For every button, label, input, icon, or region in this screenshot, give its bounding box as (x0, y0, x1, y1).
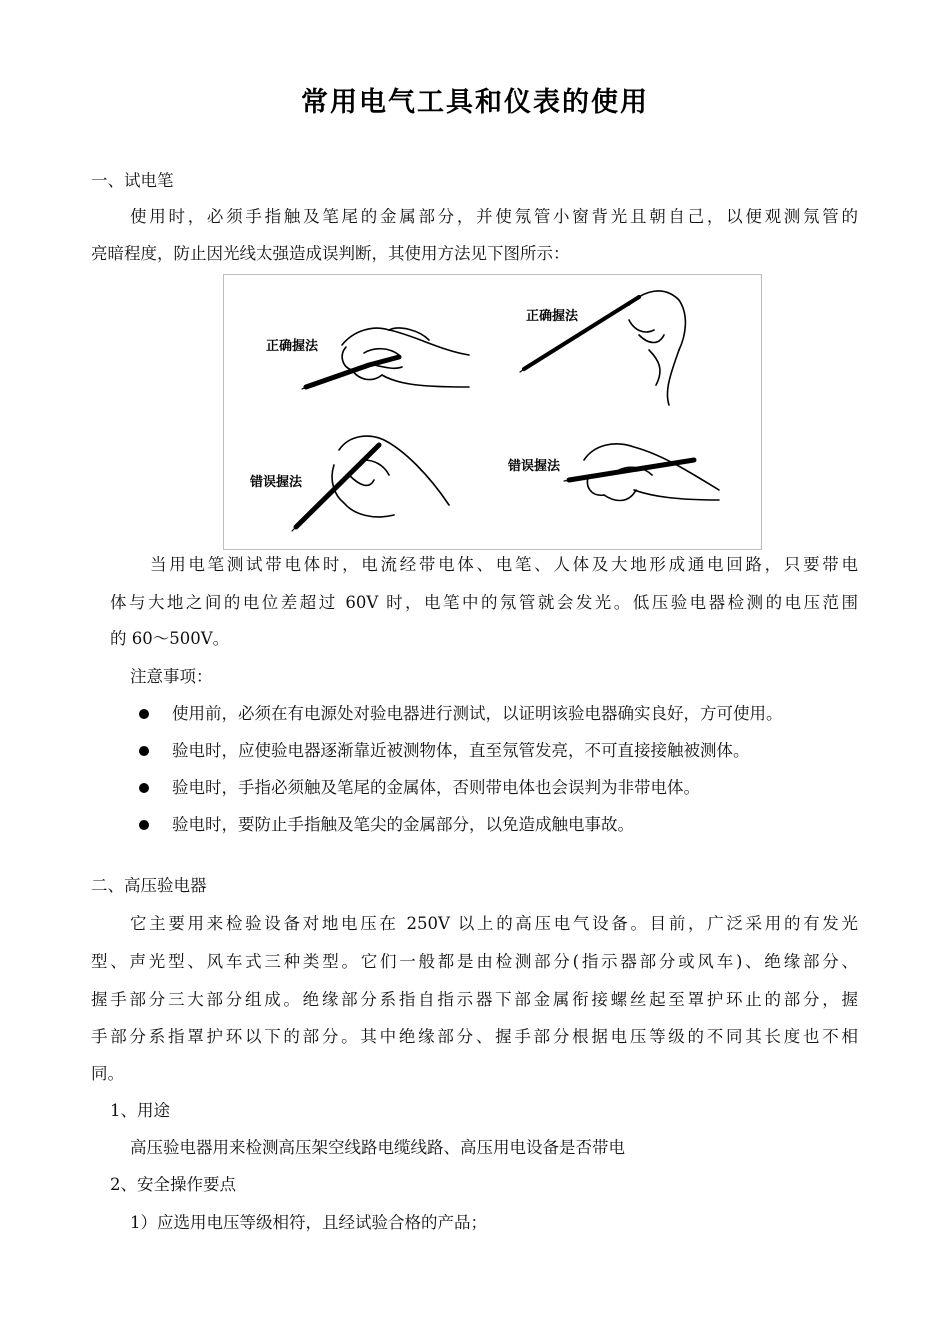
paragraph-line: 当用电笔测试带电体时，电流经带电体、电笔、人体及大地形成通电回路，只要带电 (150, 555, 858, 574)
note-item: 验电时，应使验电器逐渐靠近被测物体，直至氖管发亮，不可直接接触被测体。 (172, 741, 750, 760)
subsection-heading: 1、用途 (110, 1101, 170, 1120)
paragraph-line: 手部分系指罩护环以下的部分。其中绝缘部分、握手部分根据电压等级的不同其长度也不相 (91, 1027, 858, 1046)
paragraph-line: 型、声光型、风车式三种类型。它们一般都是由检测部分(指示器部分或风车)、绝缘部分、 (91, 952, 858, 971)
note-item: 使用前，必须在有电源处对验电器进行测试，以证明该验电器确实良好，方可使用。 (172, 704, 783, 723)
hand-drawings (224, 275, 761, 549)
paragraph-line: 使用时，必须手指触及笔尾的金属部分，并使氖管小窗背光且朝自己，以便观测氖管的 (130, 207, 858, 226)
bullet-icon (139, 709, 149, 719)
paragraph-line: 的 60～500V。 (110, 629, 230, 648)
figure-label: 错误握法 (250, 475, 303, 490)
paragraph-line: 握手部分三大部分组成。绝缘部分系指自指示器下部金属衔接螺丝起至罩护环止的部分，握 (91, 990, 858, 1009)
subsection-heading: 2、安全操作要点 (110, 1175, 236, 1194)
page-title: 常用电气工具和仪表的使用 (301, 87, 649, 118)
paragraph-line: 体与大地之间的电位差超过 60V 时，电笔中的氖管就会发光。低压验电器检测的电压范围 (110, 593, 858, 612)
bullet-icon (139, 746, 149, 756)
notes-heading: 注意事项： (130, 667, 213, 686)
figure-label: 错误握法 (508, 459, 561, 474)
section-heading-test-pen: 一、试电笔 (91, 171, 174, 190)
paragraph-line: 它主要用来检验设备对地电压在 250V 以上的高压电气设备。目前，广泛采用的有发光 (130, 914, 858, 933)
figure-label: 正确握法 (266, 339, 319, 354)
paragraph-line: 同。 (91, 1064, 124, 1083)
paragraph-line: 亮暗程度，防止因光线太强造成误判断，其使用方法见下图所示： (91, 244, 570, 263)
note-item: 验电时，要防止手指触及笔尖的金属部分，以免造成触电事故。 (172, 815, 634, 834)
note-item: 验电时，手指必须触及笔尾的金属体，否则带电体也会误判为非带电体。 (172, 778, 700, 797)
bullet-icon (139, 783, 149, 793)
figure-label: 正确握法 (526, 309, 579, 324)
section-heading-high-voltage: 二、高压验电器 (91, 876, 207, 895)
paragraph-line: 高压验电器用来检测高压架空线路电缆线路、高压用电设备是否带电 (130, 1138, 625, 1157)
bullet-icon (139, 820, 149, 830)
pen-grip-illustration (223, 274, 762, 550)
list-item: 1）应选用电压等级相符，且经试验合格的产品； (130, 1213, 487, 1232)
